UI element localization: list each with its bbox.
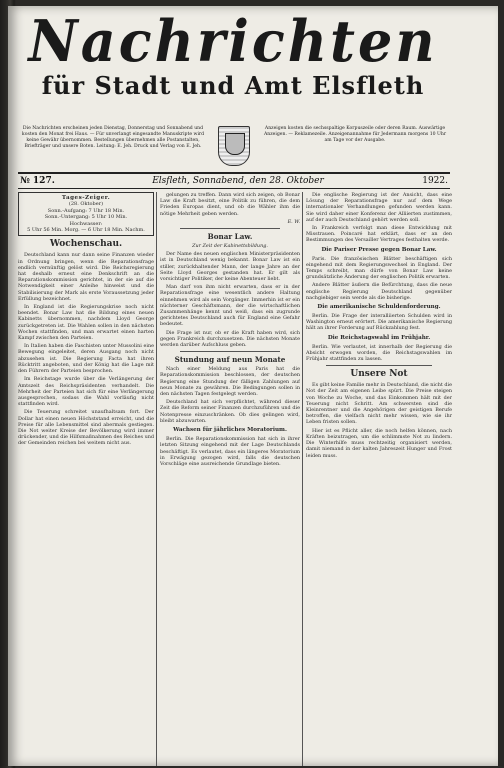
article-separator	[180, 351, 280, 352]
article-paragraph: Deutschland hat sich verpflichtet, während dieser Zeit die Reform seiner Finanzen durchzuführen und die Notenpresse einzuschränken. Ob dies gelingen wird, bleibt abzuwarten.	[160, 399, 300, 424]
masthead-subtitle: für Stadt und Amt Elsfleth	[41, 71, 425, 100]
daily-info-line: 5 Uhr 56 Min. Morg. — 6 Uhr 18 Min. Nachm.	[27, 227, 145, 234]
column-divider	[302, 192, 303, 766]
column-divider	[156, 192, 157, 766]
column-3	[306, 192, 452, 766]
article-heading: Stundung auf neun Monate	[174, 355, 286, 365]
dateline	[18, 172, 450, 189]
article-paragraph: Deutschland kann nur dann seine Finanzen wieder in Ordnung bringen, wenn die Reparationsfrage endlich vernünftig gelöst wird. Die Reichsregierung hat deshalb erneut eine Denkschrift an die Reparationskommission gerichtet, in der sie auf die Notwendigkeit einer Anleihe hinweist und die Stabilisierung der Mark als erste Voraussetzung jeder Erfüllung bezeichnet.	[18, 252, 154, 302]
article-paragraph: Berlin. Wie verlautet, ist innerhalb der Regierung die Absicht erwogen worden, die Reichstagswahlen im Frühjahr stattfinden zu lassen.	[306, 343, 452, 363]
article-heading: Die Reichstagswahl im Frühjahr.	[327, 334, 431, 341]
article-paragraph: In Frankreich verfolgt man diese Entwicklung mit Misstrauen. Poincaré hat erklärt, dass er an den Bestimmungen des Versailler Vertrages festhalten werde.	[306, 225, 452, 244]
article-heading: Die amerikanische Schuldenforderung.	[317, 304, 441, 311]
article-paragraph: Im Reichstage wurde über die Verlängerung der Amtszeit des Reichspräsidenten verhandelt. Die Mehrheit der Parteien hat sich für eine Verlängerung ausgesprochen, sodass die Wahl vorläufig nicht stattfinden wird.	[18, 376, 154, 408]
newspaper-page	[8, 6, 498, 766]
article-paragraph: Hier ist es Pflicht aller, die noch helfen können, nach Kräften beizutragen, um die schlimmste Not zu lindern. Die Winterhilfe muss rechtzeitig organisiert werden, damit niemand in der kalten Jahreszeit Hunger und Frost leiden muss.	[306, 427, 452, 459]
masthead-title: Nachrichten	[28, 7, 438, 75]
column-1	[18, 192, 154, 766]
article-separator	[326, 365, 432, 366]
daily-info-line: Sonn.-Untergang: 5 Uhr 10 Min.	[44, 214, 128, 221]
advertising-info: Anzeigen kosten die sechsspaltige Korpuszeile oder deren Raum. Auswärtige Anzeigen. — Reklamezeile. Anzeigenannahme für Jedermann morgens 10 Uhr am Tage vor der Ausgabe.	[263, 126, 447, 144]
place-date: Elsfleth, Sonnabend, den 28. Oktober	[152, 176, 324, 186]
article-paragraph: Die englische Regierung ist der Ansicht, dass eine Lösung der Reparationsfrage nur auf dem Wege internationaler Verhandlungen gefunden werden kann. Sie wird daher einer Konferenz der Alliierten zustimmen, auf der auch Deutschland gehört werden soll.	[306, 192, 452, 223]
daily-info-box	[18, 192, 154, 236]
daily-info-line: Sonn.-Aufgang: 7 Uhr 18 Min.	[47, 207, 125, 214]
daily-info-line: (28. Oktober)	[68, 201, 104, 208]
article-heading: Wachsen für jährliches Moratorium.	[173, 427, 287, 434]
subscription-info: Die Nachrichten erscheinen jeden Dienstag, Donnerstag und Sonnabend und kosten den Monat frei Haus. — Für unverlangt eingesandte Manuskripte wird keine Gewähr übernommen. Bestellungen übernehmen alle Postanstalten, Briefträger und unsere Boten. Leitung: E. Jeh. Druck und Verlag von E. Jeh.	[21, 126, 205, 150]
article-subheading: Zur Zeit der Kabinettsbildung.	[192, 243, 268, 250]
publication-info	[18, 126, 450, 170]
article-paragraph: Nach einer Meldung aus Paris hat die Reparationskommission beschlossen, der deutschen Regierung eine Stundung der fälligen Zahlungen auf neun Monate zu gewähren. Die Bedingungen sollen in den nächsten Tagen festgelegt werden.	[160, 366, 300, 398]
article-signature: E. W.	[287, 218, 300, 225]
article-paragraph: Man darf von ihm nicht erwarten, dass er in der Reparationsfrage eine wesentlich andere Haltung einnehmen wird als sein Vorgänger. Immerhin ist er ein nüchterner Geschäftsmann, der die wirtschaftlichen Zusammenhänge kennt und weiß, dass ein zugrunde gerichtetes Deutschland auch für England eine Gefahr bedeutet.	[160, 284, 300, 328]
column-2	[160, 192, 300, 766]
article-paragraph: Es gibt keine Familie mehr in Deutschland, die nicht die Not der Zeit am eigenen Leibe spürt. Die Preise steigen von Woche zu Woche, und das Einkommen hält mit der Teuerung nicht Schritt. Am schwersten sind die Kleinrentner und die Angehörigen der geistigen Berufe betroffen, die vielfach nicht mehr wissen, wie sie ihr Leben fristen sollen.	[306, 382, 452, 426]
issue-number: № 127.	[20, 176, 55, 186]
article-paragraph: Der Name des neuen englischen Ministerpräsidenten ist in Deutschland wenig bekannt. Bonar Law ist ein stiller, zurückhaltender Mann, der lange Jahre an der Seite Lloyd Georges gestanden hat. Er gilt als vorsichtiger Politiker, der keine Abenteuer liebt.	[160, 251, 300, 283]
coat-of-arms-icon	[218, 126, 250, 166]
article-paragraph: Andere Blätter äußern die Befürchtung, dass die neue englische Regierung Deutschland gegenüber nachgiebiger sein werde als die bisherige.	[306, 282, 452, 301]
article-paragraph: In England ist die Regierungskrise noch nicht beendet. Bonar Law hat die Bildung eines neuen Kabinetts übernommen, nachdem Lloyd George zurückgetreten ist. Die Wahlen sollen in den nächsten Wochen stattfinden, und man erwartet einen harten Kampf zwischen den Parteien.	[18, 304, 154, 342]
article-paragraph: In Italien haben die Faschisten unter Mussolini eine Bewegung eingeleitet, deren Ausgang noch nicht abzusehen ist. Die Regierung Facta hat ihren Rücktritt angeboten, und der König hat die Lage mit den Führern der Parteien besprochen.	[18, 343, 154, 375]
article-paragraph: Paris. Die französischen Blätter beschäftigen sich eingehend mit dem Regierungswechsel in England. Der Temps schreibt, man dürfe von Bonar Law keine grundsätzliche Änderung der englischen Politik erwarten.	[306, 255, 452, 281]
article-paragraph: Berlin. Die Frage der interalliierten Schulden wird in Washington erneut erörtert. Die amerikanische Regierung hält an ihrer Forderung auf Rückzahlung fest.	[306, 313, 452, 332]
article-separator	[180, 228, 280, 229]
daily-info-line: Hochwasser:	[69, 220, 103, 227]
article-heading: Bonar Law.	[207, 232, 253, 242]
article-paragraph: gelungen zu treffen. Dann wird sich zeigen, ob Bonar Law die Kraft besitzt, eine Politik zu führen, die dem Frieden Europas dient, und ob die Wähler ihm die nötige Mehrheit geben werden.	[160, 192, 300, 217]
article-heading: Wochenschau.	[49, 239, 123, 250]
article-heading: Unsere Not	[350, 369, 408, 380]
daily-info-title: Tages-Zeiger.	[61, 195, 111, 201]
article-paragraph: Berlin. Die Reparationskommission hat sich in ihrer letzten Sitzung eingehend mit der Lage Deutschlands beschäftigt. Es verlautet, dass ein längeres Moratorium in Erwägung gezogen wird, falls die deutschen Vorschläge eine ausreichende Grundlage bieten.	[160, 436, 300, 467]
article-paragraph: Die Teuerung schreitet unaufhaltsam fort. Der Dollar hat einen neuen Höchststand erreicht, und die Preise für alle Lebensmittel sind abermals gestiegen. Die Not weiter Kreise der Bevölkerung wird immer drückender, und die Hilfsmaßnahmen des Reiches und der Gemeinden reichen bei weitem nicht aus.	[18, 409, 154, 447]
issue-year: 1922.	[422, 176, 448, 186]
masthead	[12, 7, 454, 120]
article-heading: Die Pariser Presse gegen Bonar Law.	[321, 246, 437, 253]
article-paragraph: Die Frage ist nur, ob er die Kraft haben wird, sich gegen Frankreich durchzusetzen. Die nächsten Monate werden darüber Aufschluss geben.	[160, 329, 300, 349]
